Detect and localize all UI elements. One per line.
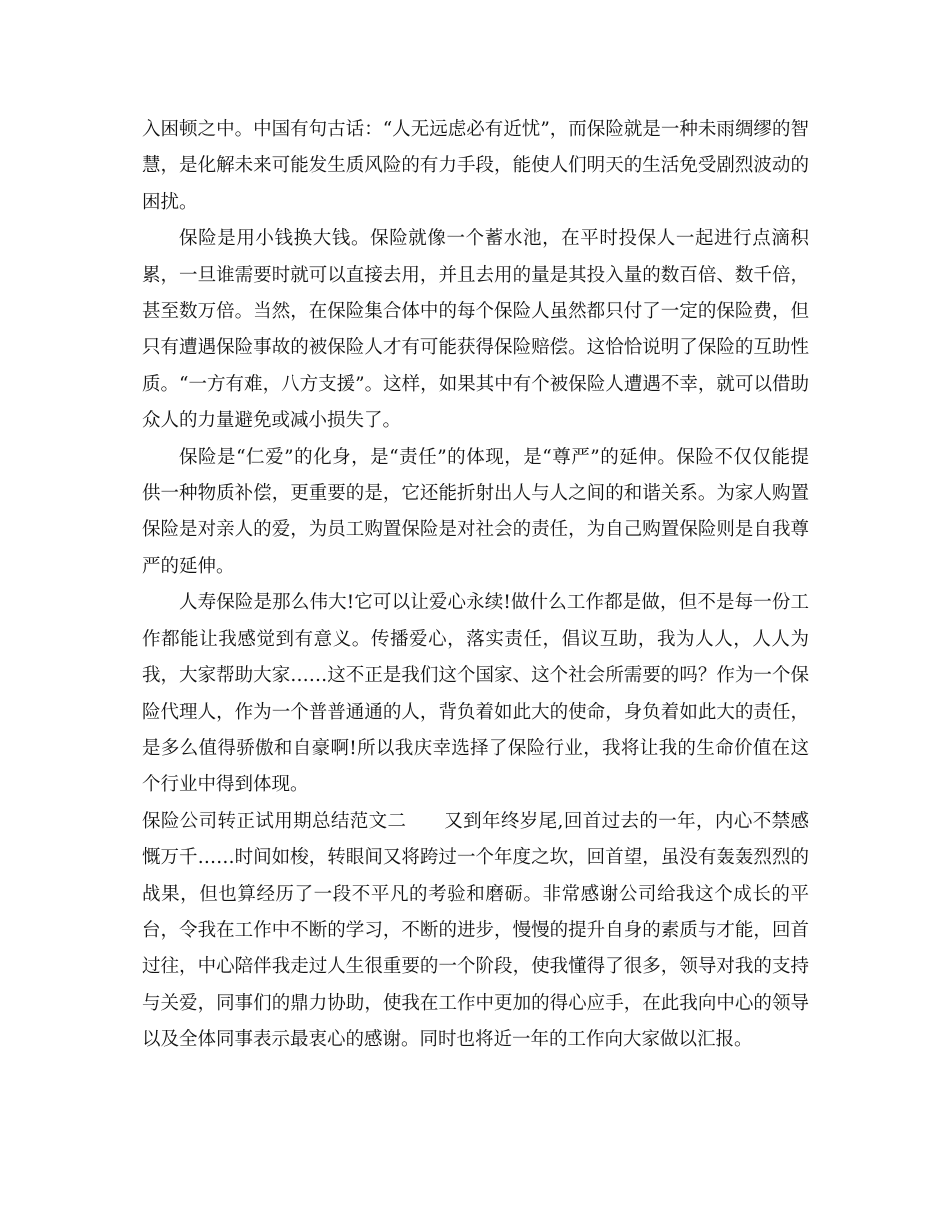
paragraph-life-insurance: 人寿保险是那么伟大!它可以让爱心永续!做什么工作都是做，但不是每一份工作都能让我感觉到有意义。传播爱心，落实责任，倡议互助，我为人人，人人为我，大家帮助大家……这不正是我们这个国家、这个社会所需要的吗？作为一个保险代理人，作为一个普普通通的人，背负着如此大的使命，身负着如此大的责任，是多么值得骄傲和自豪啊!所以我庆幸选择了保险行业，我将让我的生命价值在这个行业中得到体现。 (142, 592, 809, 796)
paragraph-summary-two: 保险公司转正试用期总结范文二 又到年终岁尾,回首过去的一年，内心不禁感慨万千……时间如梭，转眼间又将跨过一个年度之坎，回首望，虽没有轰轰烈烈的战果，但也算经历了一段不平凡的考验和磨砺。非常感谢公司给我这个成长的平台，令我在工作中不断的学习，不断的进步，慢慢的提升自身的素质与才能，回首过往，中心陪伴我走过人生很重要的一个阶段，使我懂得了很多，领导对我的支持与关爱，同事们的鼎力协助，使我在工作中更加的得心应手，在此我向中心的领导以及全体同事表示最衷心的感谢。同时也将近一年的工作向大家做以汇报。 (142, 810, 809, 1051)
paragraph-love-responsibility: 保险是“仁爱”的化身，是“责任”的体现，是“尊严”的延伸。保险不仅仅能提供一种物质补偿，更重要的是，它还能折射出人与人之间的和谐关系。为家人购置保险是对亲人的爱，为员工购置保险是对社会的责任，为自己购置保险则是自我尊严的延伸。 (142, 446, 809, 577)
document-body (142, 112, 809, 1059)
paragraph-continuation: 入困顿之中。中国有句古话：“人无远虑必有近忧”，而保险就是一种未雨绸缪的智慧，是化解未来可能发生质风险的有力手段，能使人们明天的生活免受剧烈波动的困扰。 (142, 119, 809, 213)
paragraph-small-money: 保险是用小钱换大钱。保险就像一个蓄水池，在平时投保人一起进行点滴积累，一旦谁需要时就可以直接去用，并且去用的量是其投入量的数百倍、数千倍，甚至数万倍。当然，在保险集合体中的每个保险人虽然都只付了一定的保险费，但只有遭遇保险事故的被保险人才有可能获得保险赔偿。这恰恰说明了保险的互助性质。“一方有难，八方支援”。这样，如果其中有个被保险人遭遇不幸，就可以借助众人的力量避免或减小损失了。 (142, 228, 809, 432)
